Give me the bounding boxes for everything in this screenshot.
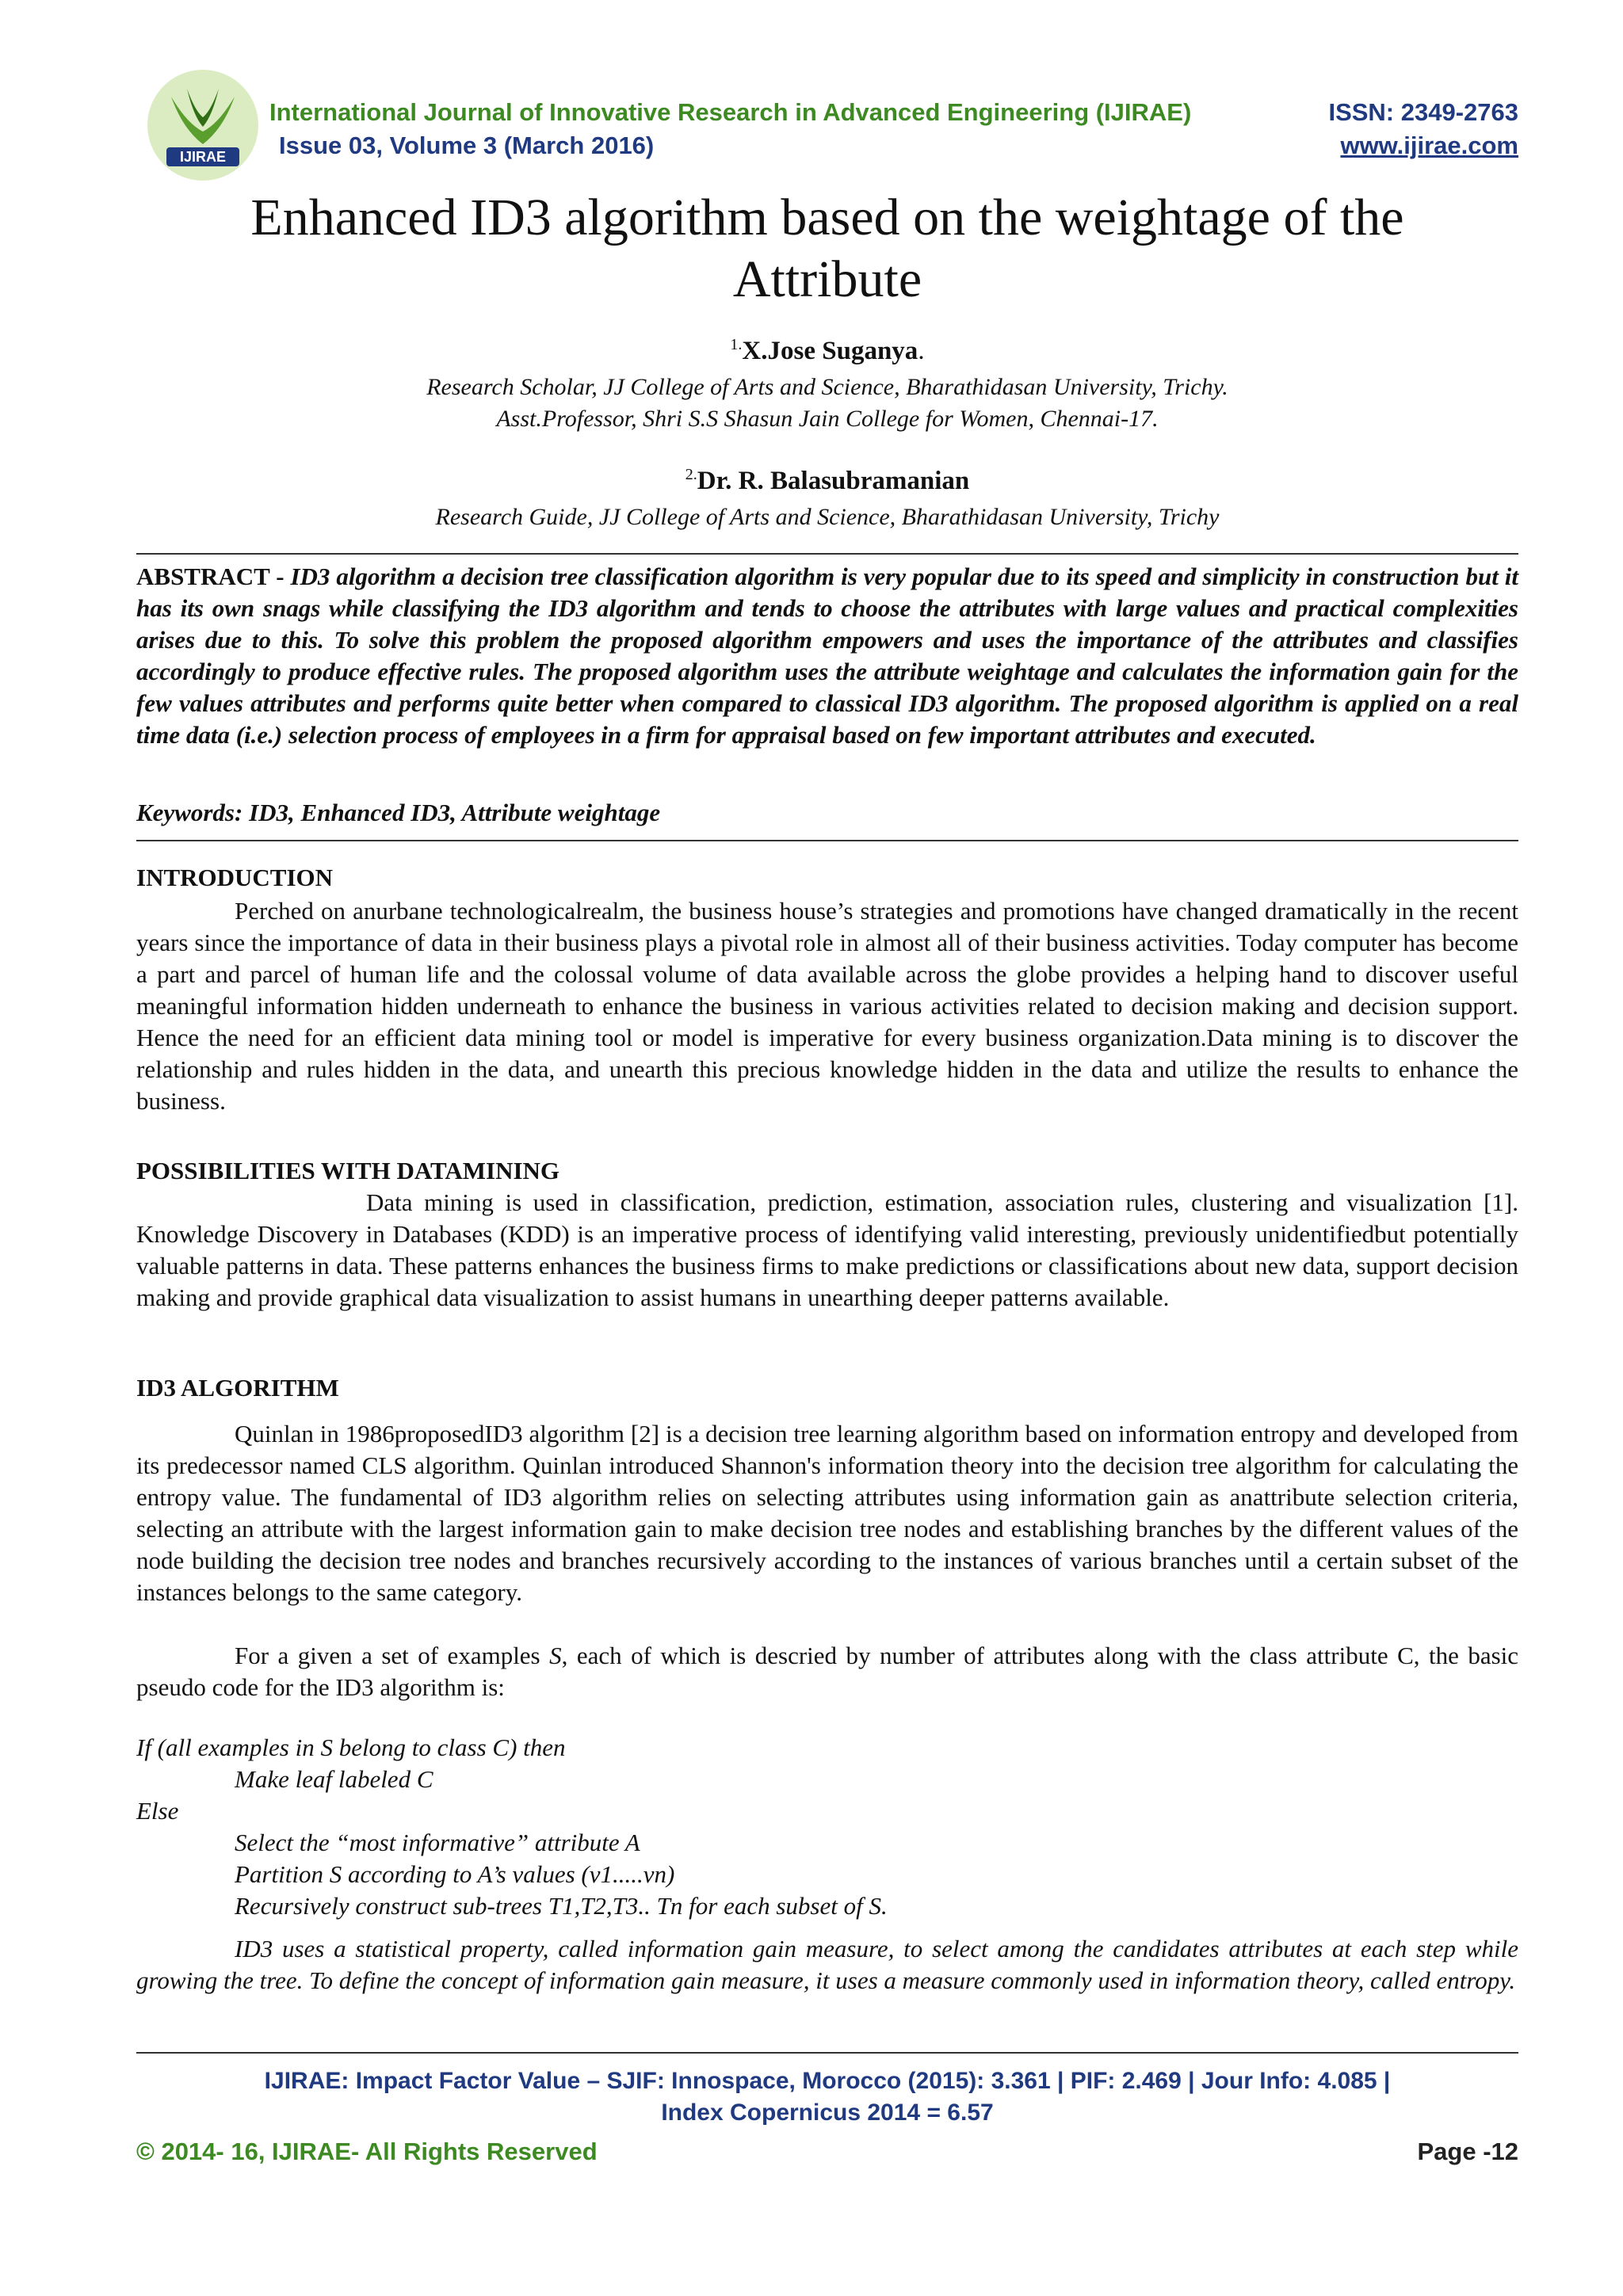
author-1-sup: 1. <box>730 336 743 353</box>
divider-abstract <box>136 840 1518 841</box>
keywords: Keywords: ID3, Enhanced ID3, Attribute weightage <box>136 799 661 826</box>
author-2-sup: 2. <box>685 466 697 483</box>
id3-paragraph-2-a: For a given a set of examples <box>235 1642 550 1669</box>
author-1-affiliation-1: Research Scholar, JJ College of Arts and Science, Bharathidasan University, Trichy. <box>426 374 1228 400</box>
ijirae-logo-icon <box>136 65 269 185</box>
paper-title <box>136 187 1518 311</box>
pseudo-line-4: Select the “most informative” attribute A <box>235 1829 640 1856</box>
heading-possibilities: POSSIBILITIES WITH DATAMINING <box>136 1157 560 1184</box>
abstract-text: ID3 algorithm a decision tree classification algorithm is very popular due to its speed and simplicity in construction but it has its own snags while classifying the ID3 algorithm and tends to choose the attributes with large values and practical complexities arises due to this. To solve this problem the proposed algorithm empowers and uses the importance of the attributes and classifies accordingly to produce effective rules. The proposed algorithm uses the attribute weightage and calculates the information gain for the few values attributes and performs quite better when compared to classical ID3 algorithm. The proposed algorithm is applied on a real time data (i.e.) selection process of employees in a firm for appraisal based on few important attributes and executed. <box>136 563 1518 749</box>
logo-text: IJIRAE <box>179 149 227 165</box>
id3-paragraph-2-s: S <box>549 1642 562 1669</box>
id3-paragraph-2-b: , each of which is descried by number of attributes along with the class attribute C, the basic pseudo code for the ID3 algorithm is: <box>136 1642 1519 1701</box>
pseudo-line-5: Partition S according to A’s values (v1.....vn) <box>235 1860 675 1888</box>
divider-top <box>136 553 1518 555</box>
author-1-affiliation-2: Asst.Professor, Shri S.S Shasun Jain College for Women, Chennai-17. <box>496 406 1159 432</box>
possibilities-text: Data mining is used in classification, prediction, estimation, association rules, clustering and visualization [1]. Knowledge Discovery in Databases (KDD) is an imperative process of identifying valid interesting, previously unidentifiedbut potentially valuable patterns in data. These patterns enhances the business firms to make predictions or classifications about new data, support decision making and provide graphical data visualization to assist humans in unearthing deeper patterns available. <box>136 1188 1518 1311</box>
issn: ISSN: 2349-2763 <box>1328 98 1518 126</box>
author-2-affiliation-1: Research Guide, JJ College of Arts and Science, Bharathidasan University, Trichy <box>435 504 1220 530</box>
author-2 <box>136 466 1518 496</box>
id3-paragraph-1: Quinlan in 1986proposedID3 algorithm [2] is a decision tree learning algorithm based on information entropy and developed from its predecessor named CLS algorithm. Quinlan introduced Shannon's information theory into the decision tree algorithm for calculating the entropy value. The fundamental of ID3 algorithm relies on selecting attributes using information gain as anattribute selection criteria, selecting an attribute with the largest information gain to make decision tree nodes and establishing branches by the different values of the node building the decision tree nodes and branches recursively according to the instances of various branches until a certain subset of the instances belongs to the same category. <box>136 1420 1518 1606</box>
journal-url-link[interactable]: www.ijirae.com <box>1340 132 1518 159</box>
ijirae-logo <box>136 65 269 185</box>
divider-footer <box>136 2052 1518 2054</box>
introduction-text: Perched on anurbane technologicalrealm, the business house’s strategies and promotions have changed dramatically in the recent years since the importance of data in their business plays a pivotal role in almost all of their business activities. Today computer has become a part and parcel of human life and the colossal volume of data available across the globe provides a helping hand to discover useful meaningful information hidden underneath to enhance the business in various activities related to decision making and decision support. Hence the need for an efficient data mining tool or model is imperative for every business organization.Data mining is to discover the relationship and rules hidden in the data, and unearth this precious knowledge hidden in the data and utilize the results to enhance the business. <box>136 897 1518 1115</box>
journal-name: International Journal of Innovative Research in Advanced Engineering (IJIRAE) <box>269 98 1192 126</box>
footer-impact-factor: IJIRAE: Impact Factor Value – SJIF: Innospace, Morocco (2015): 3.361 | PIF: 2.469 | Jour Info: 4.085 | <box>264 2068 1391 2094</box>
heading-id3-algorithm: ID3 ALGORITHM <box>136 1374 339 1402</box>
author-2-name: Dr. R. Balasubramanian <box>697 467 970 495</box>
footer-copyright: © 2014- 16, IJIRAE- All Rights Reserved <box>136 2138 598 2165</box>
pseudo-line-3: Else <box>136 1797 179 1825</box>
pseudo-line-6: Recursively construct sub-trees T1,T2,T3.. Tn for each subset of S. <box>235 1892 888 1920</box>
pseudo-line-1: If (all examples in S belong to class C) then <box>136 1733 566 1761</box>
title-line-1: Enhanced ID3 algorithm based on the weightage of the <box>250 189 1404 246</box>
page-number: Page -12 <box>1417 2138 1518 2165</box>
paper-page <box>136 0 1518 2296</box>
pseudo-line-2: Make leaf labeled C <box>235 1765 433 1793</box>
abstract-label: ABSTRACT - <box>136 563 285 590</box>
id3-paragraph-2 <box>136 1640 1518 1703</box>
abstract <box>136 561 1518 751</box>
title-line-2: Attribute <box>732 250 922 308</box>
issue-info: Issue 03, Volume 3 (March 2016) <box>279 132 655 159</box>
footer-index-copernicus: Index Copernicus 2014 = 6.57 <box>661 2100 994 2126</box>
id3-paragraph-3: ID3 uses a statistical property, called information gain measure, to select among the candidates attributes at each step while growing the tree. To define the concept of information gain measure, it uses a measure commonly used in information theory, called entropy. <box>136 1935 1518 1994</box>
author-1-name: X.Jose Suganya <box>742 337 918 365</box>
heading-introduction: INTRODUCTION <box>136 864 334 891</box>
author-1: $^{1.}$X.Jose Suganya. <box>730 336 925 365</box>
